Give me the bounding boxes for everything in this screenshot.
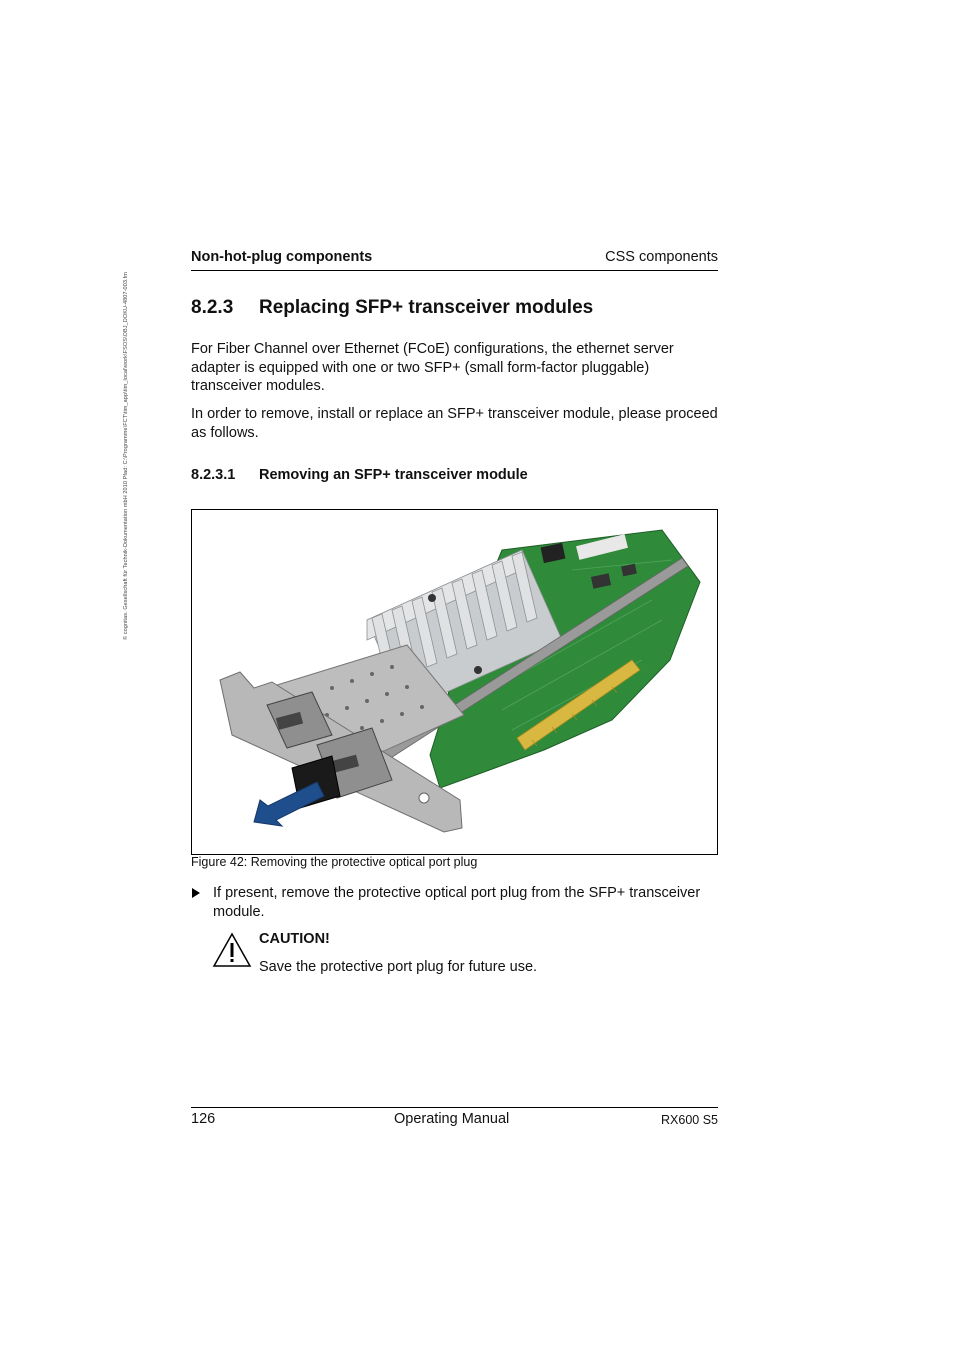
figure-caption: Figure 42: Removing the protective optical port plug xyxy=(191,855,478,869)
heatsink-screw-2 xyxy=(474,666,482,674)
header-chapter: Non-hot-plug components xyxy=(191,249,373,265)
page-footer xyxy=(191,1107,718,1132)
section-heading xyxy=(191,297,593,319)
figure-sfp-removal xyxy=(191,509,718,855)
page-header xyxy=(191,248,718,271)
caution-text: Save the protective port plug for future use. xyxy=(259,959,538,975)
header-section: CSS components xyxy=(605,249,718,265)
model-name: RX600 S5 xyxy=(661,1113,718,1127)
section-number: 8.2.3 xyxy=(191,297,234,318)
page-number: 126 xyxy=(191,1111,216,1127)
subsection-number: 8.2.3.1 xyxy=(191,467,236,483)
manual-title: Operating Manual xyxy=(394,1111,510,1127)
subsection-heading xyxy=(191,467,528,483)
section-title: Replacing SFP+ transceiver modules xyxy=(259,297,594,318)
side-margin-copyright: © cognitas. Gesellschaft für Technik-Dokumentation mbH 2010 Pfad: C:\Programme\FCT\tim_app\tim_local\work\FSOS\OBJ_DOKU-4807-003.fm xyxy=(123,272,129,640)
bracket-hole xyxy=(419,793,429,803)
warning-triangle-icon xyxy=(212,932,252,968)
step-instruction xyxy=(191,884,718,921)
triangle-right-icon xyxy=(191,887,201,899)
paragraph-intro: For Fiber Channel over Ethernet (FCoE) configurations, the ethernet server adapter is equipped with one or two SFP+ (small form-factor pluggable) transceiver modules. xyxy=(191,341,674,394)
sfp-card-illustration xyxy=(192,510,717,854)
caution-title: CAUTION! xyxy=(259,931,330,947)
step-text: If present, remove the protective optical port plug from the SFP+ transceiver module. xyxy=(213,885,701,920)
subsection-title: Removing an SFP+ transceiver module xyxy=(259,467,528,483)
heatsink-screw-1 xyxy=(428,594,436,602)
paragraph-procedure: In order to remove, install or replace an SFP+ transceiver module, please proceed as follows. xyxy=(191,406,718,441)
